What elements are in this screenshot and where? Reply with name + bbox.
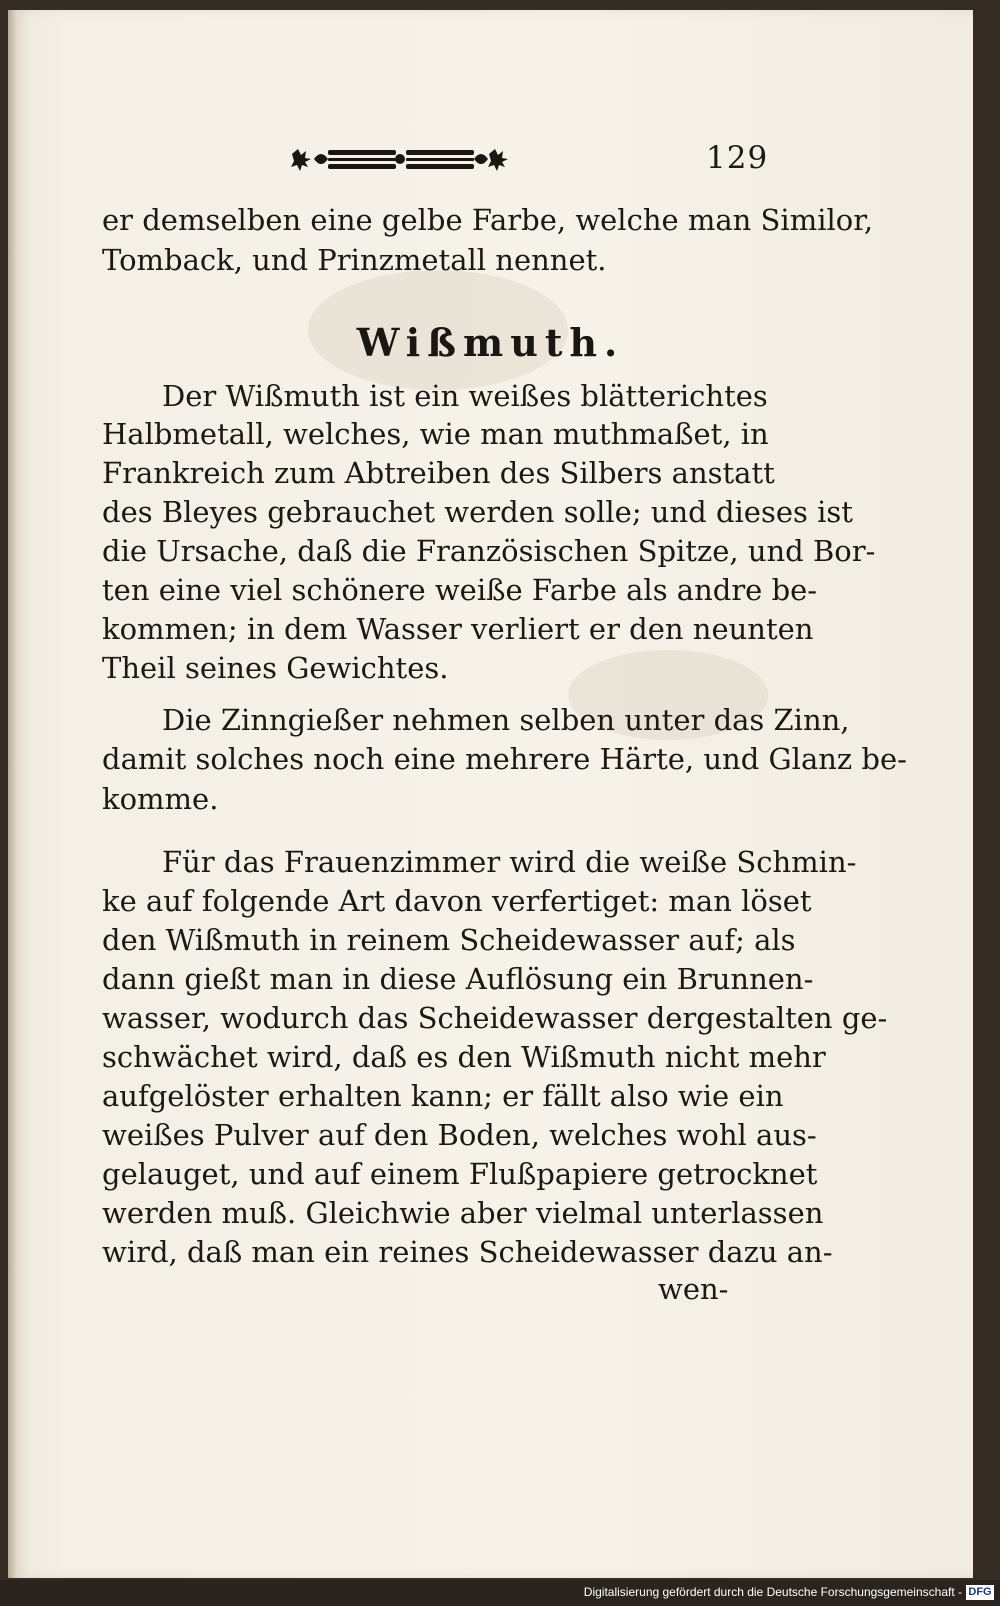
text-line: Der Wißmuth ist ein weißes blätterichtes	[162, 379, 768, 413]
footer-credit: Digitalisierung gefördert durch die Deutsche Forschungsgemeinschaft -	[583, 1585, 962, 1599]
text-line: die Ursache, daß die Französischen Spitze, und Bor-	[102, 534, 876, 568]
text-line: damit solches noch eine mehrere Härte, und Glanz be-	[102, 742, 907, 776]
text-line: Halbmetall, welches, wie man muthmaßet, in	[102, 417, 769, 451]
text-line: komme.	[102, 782, 219, 816]
digitization-footer	[0, 1580, 1000, 1606]
text-line: weißes Pulver auf den Boden, welches wohl aus-	[102, 1118, 817, 1152]
page-gutter	[8, 10, 18, 1578]
text-line: den Wißmuth in reinem Scheidewasser auf; als	[102, 923, 796, 957]
text-line: ke auf folgende Art davon verfertiget: man löset	[102, 884, 812, 918]
section-title: Wißmuth.	[356, 320, 625, 365]
page-header	[8, 132, 973, 192]
text-line: wasser, wodurch das Scheidewasser dergestalten ge-	[102, 1001, 888, 1035]
text-line: werden muß. Gleichwie aber vielmal unterlassen	[102, 1196, 824, 1230]
text-line: kommen; in dem Wasser verliert er den neunten	[102, 612, 814, 646]
text-line: Theil seines Gewichtes.	[102, 651, 449, 685]
text-line: Tomback, und Prinzmetall nennet.	[102, 243, 607, 277]
text-line: er demselben eine gelbe Farbe, welche man Similor,	[102, 203, 874, 237]
page-number: 129	[706, 140, 769, 176]
text-line: aufgelöster erhalten kann; er fällt also wie ein	[102, 1079, 784, 1113]
text-line: gelauget, und auf einem Flußpapiere getrocknet	[102, 1157, 818, 1191]
catchword: wen-	[658, 1272, 729, 1306]
text-line: ten eine viel schönere weiße Farbe als andre be-	[102, 573, 818, 607]
dfg-logo: DFG	[966, 1585, 994, 1600]
decorative-band-icon	[288, 142, 513, 176]
text-line: Die Zinngießer nehmen selben unter das Zinn,	[162, 703, 850, 737]
text-line: schwächet wird, daß es den Wißmuth nicht mehr	[102, 1040, 826, 1074]
text-line: wird, daß man ein reines Scheidewasser dazu an-	[102, 1235, 833, 1269]
text-line: Frankreich zum Abtreiben des Silbers anstatt	[102, 456, 775, 490]
book-page	[8, 10, 973, 1578]
text-line: des Bleyes gebrauchet werden solle; und dieses ist	[102, 495, 853, 529]
text-line: Für das Frauenzimmer wird die weiße Schmin-	[162, 845, 857, 879]
text-line: dann gießt man in diese Auflösung ein Brunnen-	[102, 962, 814, 996]
